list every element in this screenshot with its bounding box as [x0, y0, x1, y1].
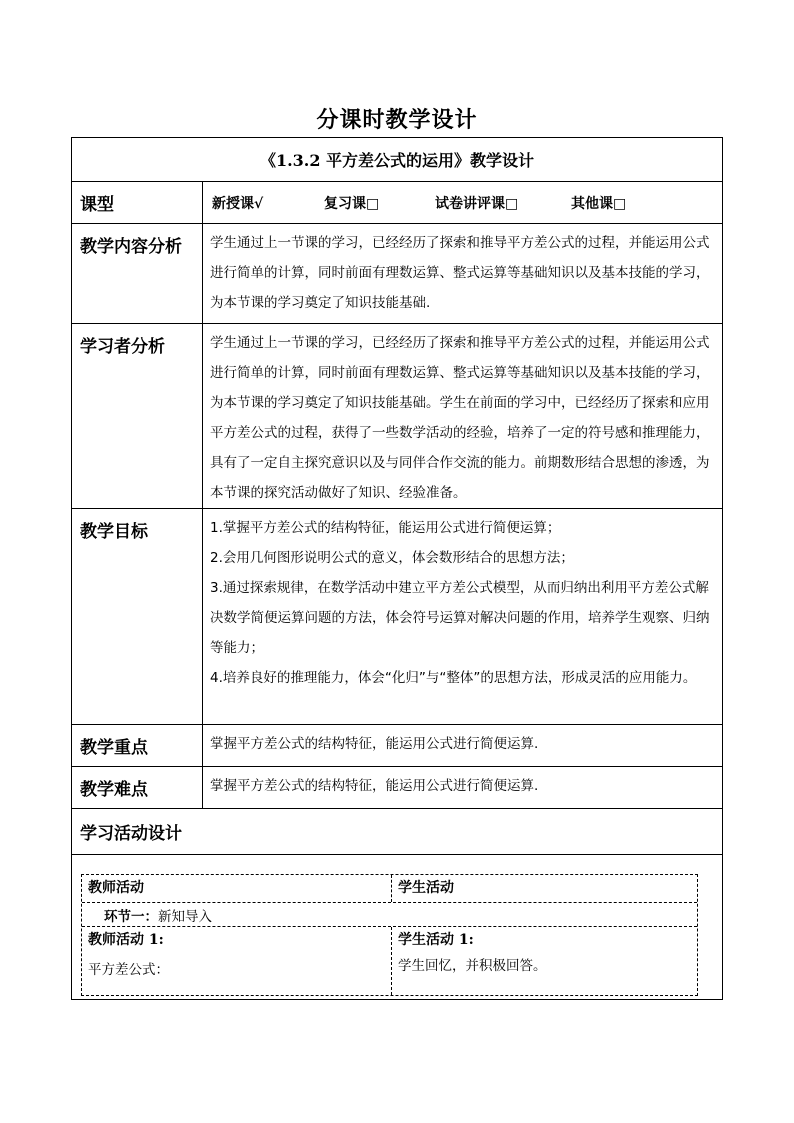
objective-item: 4.培养良好的推理能力，体会“化归”与“整体”的思想方法，形成灵活的应用能力。 [210, 670, 697, 686]
student-activity-header: 学生活动 [398, 880, 454, 896]
content-analysis-row [72, 224, 722, 324]
objective-item: 1.掌握平方差公式的结构特征，能运用公式进行简便运算； [210, 520, 561, 536]
content-analysis-label: 教学内容分析 [72, 224, 203, 323]
objective-item: 3.通过探索规律，在数学活动中建立平方差公式模型，从而归纳出利用平方差公式解决数学简便运算问题的方法，体会符号运算对解决问题的作用，培养学生观察、归纳等能力； [210, 580, 710, 656]
student-activity-1-title: 学生活动 1: [398, 932, 474, 948]
teacher-activity-1-title: 教师活动 1: [88, 932, 164, 948]
learner-analysis-text: 学生通过上一节课的学习，已经经历了探索和推导平方差公式的过程，并能运用公式进行简单的计算，同时前面有理数运算、整式运算等基础知识以及基本技能的学习，为本节课的学习奠定了知识技能基础。学生在前面的学习中，已经经历了探索和应用平方差公式的过程，获得了一些数学活动的经验，培养了一定的符号感和推理能力，具有了一定自主探究意识以及与同伴合作交流的能力。前期数形结合思想的渗透，为本节课的探究活动做好了知识、经验准备。 [210, 335, 710, 501]
key-point-text: 掌握平方差公式的结构特征，能运用公式进行简便运算. [210, 736, 539, 752]
course-type-new: 新授课√ [212, 195, 264, 212]
teacher-activity-1-text: 平方差公式： [88, 962, 169, 978]
activity-area [72, 855, 722, 999]
stage-prefix: 环节一： [104, 909, 158, 925]
difficult-point-row [72, 767, 722, 809]
course-type-label: 课型 [72, 182, 203, 223]
student-activity-1-text: 学生回忆，并积极回答。 [398, 958, 547, 974]
teacher-activity-1 [82, 927, 392, 995]
student-activity-1 [392, 927, 697, 995]
key-point-row [72, 725, 722, 767]
page-title: 分课时教学设计 [316, 107, 478, 133]
stage-label [82, 903, 218, 926]
learner-analysis-label: 学习者分析 [72, 324, 203, 508]
course-type-other: 其他课□ [571, 195, 627, 212]
teacher-activity-header: 教师活动 [82, 875, 392, 902]
course-type-review: 复习课□ [324, 195, 380, 212]
activity-design-heading-row [72, 809, 722, 855]
difficult-point-text: 掌握平方差公式的结构特征，能运用公式进行简便运算. [210, 778, 539, 794]
key-point-label: 教学重点 [72, 725, 203, 766]
objectives-label: 教学目标 [72, 509, 203, 724]
course-type-row [72, 182, 722, 224]
objectives-list [203, 509, 722, 724]
subtitle-row [72, 138, 722, 182]
stage-row [82, 903, 697, 927]
course-type-options [203, 182, 626, 223]
activity-design-label: 学习活动设计 [80, 824, 182, 844]
difficult-point-label: 教学难点 [72, 767, 203, 808]
objective-item: 2.会用几何图形说明公式的意义，体会数形结合的思想方法； [210, 550, 574, 566]
lesson-subtitle: 《1.3.2 平方差公式的运用》教学设计 [259, 151, 535, 170]
stage-name: 新知导入 [158, 909, 212, 925]
lesson-design-table [71, 137, 723, 1000]
course-type-exam-review: 试卷讲评课□ [435, 195, 519, 212]
activity-header-row [82, 875, 697, 903]
activity-table [81, 874, 698, 996]
objectives-row [72, 509, 722, 725]
content-analysis-text: 学生通过上一节课的学习，已经经历了探索和推导平方差公式的过程，并能运用公式进行简单的计算，同时前面有理数运算、整式运算等基础知识以及基本技能的学习，为本节课的学习奠定了知识技能基础. [210, 235, 710, 311]
activity-1-row [82, 927, 697, 995]
learner-analysis-row [72, 324, 722, 509]
